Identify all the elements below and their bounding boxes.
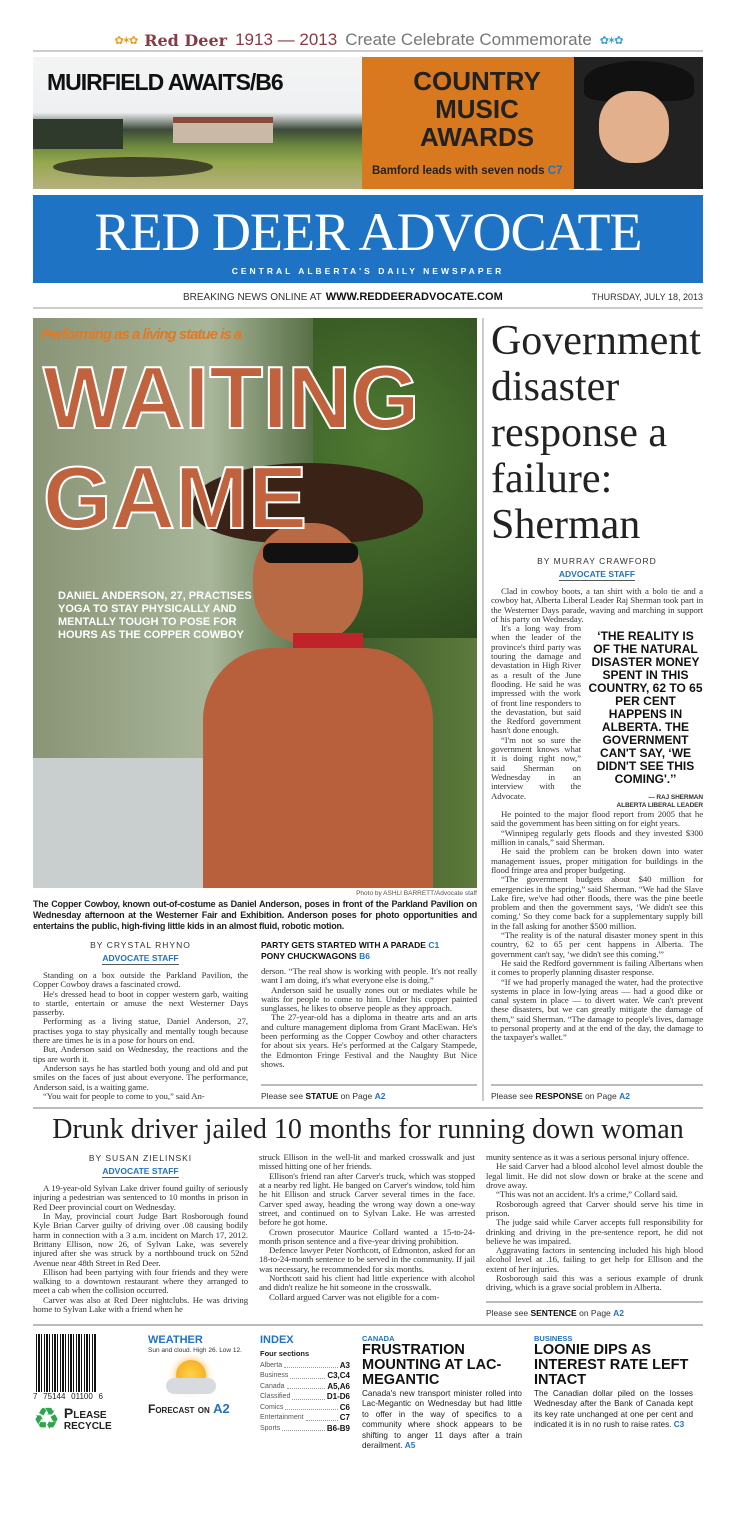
paragraph: He said the problem can be broken down into water management issues, proper mitigation for buildings in the flood fringe area and proper budgeting. (490, 846, 703, 875)
photo-credit: Photo by ASHLI BARRETT/Advocate staff (356, 890, 477, 897)
section-divider (33, 1324, 703, 1326)
paragraph: “I'm not so sure the government knows what it is doing right now,” said Sherman on Wednesday in an interview with the Advocate. (490, 734, 581, 801)
paragraph: struck Ellison in the well-lit and marked crosswalk and just missed hitting one of her friends. (259, 1152, 475, 1172)
paragraph: Ellison had been partying with four friends and they were walking to a downtown restaurant where they arranged to meet a cab when the collision occurred. (33, 1266, 248, 1296)
drunk-staff: ADVOCATE STAFF (102, 1166, 179, 1177)
stand-image (33, 119, 123, 149)
paragraph: He pointed to the major flood report from 2005 that he said the government has been sitting on for eight years. (490, 809, 703, 829)
index-box (260, 1334, 350, 1435)
face-image (599, 91, 669, 163)
drunk-byline: BY SUSAN ZIELINSKI (88, 1153, 193, 1164)
banner-city: Red Deer (144, 30, 228, 50)
index-title: INDEX (260, 1333, 294, 1346)
paragraph: Standing on a box outside the Parkland Pavilion, the Copper Cowboy draws a fascinated crowd. (33, 970, 248, 990)
paragraph: It's a long way from when the leader of the province's third party was touring the damage and devastation in High River as a result of the June flooding. He said he was impressed with the work of front line responders to the devastation, but said the Redford government hasn't done enough. (490, 623, 581, 736)
related-link[interactable]: PARTY GETS STARTED WITH A PARADE C1 (261, 940, 440, 950)
promo-headline: MUIRFIELD AWAITS/B6 (47, 69, 283, 95)
barcode-digits: 7 75144 01100 6 (33, 1391, 103, 1401)
teaser-text: Canada's new transport minister rolled into Lac-Megantic on Wednesday but had little to offer in the way of specifics to a community where shock appears to be shifting to anger 11 days after a train derailment. (362, 1388, 522, 1451)
index-item[interactable]: Comics C6 (260, 1402, 350, 1412)
see-sentence-link[interactable]: Please see SENTENCE on Page A2 (486, 1301, 703, 1318)
feature-photo (33, 318, 477, 888)
paragraph: Anderson says he has startled both young and old and put smiles on the faces of just about everyone. The performance, Anderson said, is a waiting game. (33, 1062, 248, 1092)
index-item[interactable]: Classified D1-D6 (260, 1392, 350, 1402)
paragraph: “This was not an accident. It's a crime,” Collard said. (496, 1189, 678, 1200)
dateline (33, 287, 703, 309)
weather-title: WEATHER (148, 1333, 203, 1346)
masthead-title: RED DEER ADVOCATE (94, 202, 642, 262)
banner-slogan: Create Celebrate Commemorate (345, 30, 592, 49)
promo-page: C7 (547, 165, 563, 177)
teaser-canada[interactable] (362, 1334, 522, 1452)
paragraph: Rosborough agreed that Carver should serve his time in prison. (486, 1198, 703, 1218)
teaser-page: A5 (404, 1441, 416, 1451)
promo-title-line: AWARDS (419, 122, 535, 152)
promo-title-line: COUNTRY (413, 66, 541, 96)
teaser-headline: FRUSTRATION MOUNTING AT LAC-MEGANTIC (362, 1341, 502, 1388)
feature-kicker: Performing as a living statue is a (41, 326, 242, 343)
index-item[interactable]: Alberta A3 (260, 1360, 350, 1370)
pull-quote: ‘THE REALITY IS OF THE NATURAL DISASTER MONEY SPENT IN THIS COUNTRY, 62 TO 65 PER CENT HAPPENS IN ALBERTA. THE GOVERNMENT CAN'T SAY, ‘WE DIDN'T SEE THIS COMING'.’’ (588, 629, 703, 787)
paragraph: In May, provincial court Judge Bart Rosborough found Kyle Brian Carver guilty of driving over .08 causing bodily harm in connection with a 3 a.m. incident on March 17, 2012. Brittany Ellison, now 26, of Sylvan Lake, was severely injured after she was struck by a northbound truck on 52nd Avenue near 48th Street in Red Deer. (33, 1211, 248, 1268)
index-item[interactable]: Sports B6-B9 (260, 1423, 350, 1433)
confetti-icon: ✿✶✿ (599, 33, 622, 47)
centennial-banner (33, 30, 703, 52)
masthead[interactable] (33, 195, 703, 283)
promo-country-music[interactable] (362, 57, 703, 189)
index-item[interactable]: Entertainment C7 (260, 1413, 350, 1423)
singer-photo (574, 57, 703, 189)
sherman-byline: BY MURRAY CRAWFORD (537, 556, 657, 566)
paragraph: The 27-year-old has a diploma in theatre arts and an arts and culture management diploma from Grant MacEwan. He's been performing as the Copper Cowboy and other characters for about six years. He's performed at the Calgary Stampede, the Edmonton Fringe Festival and the Naughty But Nice shows. (261, 1012, 477, 1069)
paragraph: Aggravating factors in sentencing included his high blood alcohol level at .16, failing to get help for Ellison and the extent of her injuries. (486, 1245, 703, 1274)
drunk-headline[interactable]: Drunk driver jailed 10 months for running down woman (52, 1114, 684, 1146)
clubhouse-image (173, 117, 273, 143)
promo-muirfield[interactable] (33, 57, 362, 189)
copper-body-image (203, 648, 433, 888)
paragraph: Carver was also at Red Deer nightclubs. He was driving home to Sylvan Lake with a friend when he (33, 1294, 248, 1315)
promo-title-line: MUSIC (435, 94, 519, 124)
see-statue-link[interactable]: Please see STATUE on Page A2 (261, 1084, 477, 1101)
barcode (36, 1334, 96, 1392)
column-divider (482, 318, 484, 1101)
paragraph: Clad in cowboy boots, a tan shirt with a bolo tie and a cowboy hat, Alberta Liberal Leader Raj Sherman took part in the Westerner Days parade, waving and marching in support of his party on Wednesday. (490, 586, 703, 624)
weather-summary: Sun and cloud. High 26. Low 12. (148, 1346, 242, 1354)
feature-headline-line: WAITING (43, 348, 420, 447)
paragraph: munity sentence as it was a serious personal injury offence. (486, 1152, 689, 1163)
teaser-page: C3 (673, 1420, 685, 1430)
paragraph: He said the Redford government is failing Albertans when it comes to properly planning disaster response. (490, 957, 703, 978)
paragraph: Crown prosecutor Maurice Collard wanted a 15-to-24-month prison sentence and a five-year driving prohibition. (259, 1226, 475, 1246)
teaser-headline: LOONIE DIPS AS INTEREST RATE LEFT INTACT (534, 1341, 689, 1388)
paragraph: “The government budgets about $40 million for emergencies in the spring,” said Sherman. “We had the Slave Lake fire, we've had other floods, there was the pine beetle problem and then the government says, ‘We didn't see this coming.' So they come back for a supplementary supply bill in the fall asking for another $500 million. (490, 874, 703, 931)
related-link[interactable]: PONY CHUCKWAGONS B6 (261, 951, 370, 961)
paragraph: “You wait for people to come to you,” said An- (43, 1090, 205, 1101)
quote-attribution: — RAJ SHERMAN (648, 794, 703, 802)
promo-subtext: Bamford leads with seven nods (372, 165, 545, 177)
photo-caption: The Copper Cowboy, known out-of-costume as Daniel Anderson, poses in front of the Parkland Pavilion on Wednesday afternoon at the Westerner Fair and Exhibition. Anderson poses for photo opportunities and entertains the public, high-fiving little kids in an almost fluid, robotic motion. (33, 899, 477, 931)
teaser-business[interactable] (534, 1334, 693, 1431)
paragraph: He's dressed head to boot in copper western garb, waiting to startle, entertain or amuse the next Westerner Days passerby. (33, 988, 248, 1018)
see-response-link[interactable]: Please see RESPONSE on Page A2 (491, 1084, 703, 1101)
sun-cloud-icon (148, 1355, 248, 1401)
paragraph: A 19-year-old Sylvan Lake driver found guilty of seriously injuring a pedestrian was sentenced to 10 months in prison in Red Deer provincial court on Wednesday. (33, 1183, 248, 1212)
paragraph: He said Carver had a blood alcohol level almost double the legal limit. He did not slow down or brake at the scene and drove away. (486, 1161, 703, 1191)
sherman-headline[interactable]: Government disaster response a failure: Sherman (490, 318, 701, 548)
feature-col1 (33, 971, 248, 1101)
please-recycle: Please RECYCLE (63, 1404, 112, 1432)
bunker-image (53, 157, 213, 177)
paragraph: Defence lawyer Peter Northcott, of Edmonton, asked for an 18-to-24-month sentence to be served in the community. If jail was necessary, he recommended for six months. (259, 1245, 475, 1274)
quote-title: ALBERTA LIBERAL LEADER (616, 802, 703, 810)
feature-staff: ADVOCATE STAFF (102, 953, 179, 963)
paragraph: derson. “The real show is working with people. It's not really want I am doing, it's what everyone else is doing.” (261, 966, 477, 986)
paragraph: Anderson said he usually zones out or mediates while he waits for people to come to him. Under his copper painted sunglasses, he likes to observe people as they approach. (261, 984, 477, 1014)
section-divider (33, 1107, 703, 1109)
feature-overlay-text: DANIEL ANDERSON, 27, PRACTISES YOGA TO STAY PHYSICALLY AND MENTALLY TOUGH TO POSE FOR HOURS AS THE COPPER COWBOY (58, 590, 252, 641)
paragraph: Performing as a living statue, Daniel Anderson, 27, practises yoga to stay physically and mentally tough because there are times he is in a pose for hours on end. (33, 1016, 248, 1046)
breaking-news-label: BREAKING NEWS ONLINE AT (183, 291, 322, 303)
teaser-section: BUSINESS (534, 1333, 573, 1343)
website-link[interactable]: WWW.REDDEERADVOCATE.COM (325, 291, 503, 303)
teaser-text: The Canadian dollar piled on the losses Wednesday after the Bank of Canada kept its key rate unchanged at one per cent and indicated it is in no rush to raise rates. (534, 1388, 693, 1430)
paragraph: “If we had properly managed the water, had the protective systems in place in low-lying areas — had a good dike or canal system in place — to divert water. We can't prevent these disasters, but we can greatly mitigate the damage of them,” said Sherman. “The damage to people's lives, damage to personal property and at the end of the day, the damage to the taxpayer's wallet.” (490, 976, 703, 1043)
forecast-page[interactable]: A2 (213, 1400, 230, 1416)
index-item[interactable]: Business C3,C4 (260, 1371, 350, 1381)
sherman-staff: ADVOCATE STAFF (558, 569, 636, 579)
recycle-icon: ♻ (33, 1401, 60, 1437)
forecast-label: Forecast on (148, 1401, 210, 1416)
weather-box[interactable] (148, 1334, 248, 1417)
masthead-tagline: CENTRAL ALBERTA'S DAILY NEWSPAPER (231, 266, 505, 276)
banner-years: 1913 — 2013 (235, 30, 338, 49)
issue-date: THURSDAY, JULY 18, 2013 (591, 292, 703, 302)
paragraph: Rosborough said this was a serious example of drunk driving, which is a grave social problem in Alberta. (486, 1273, 703, 1293)
paragraph: But, Anderson said on Wednesday, the reactions and the tips are worth it. (33, 1044, 248, 1064)
paragraph: Collard argued Carver was not eligible for a com- (269, 1291, 440, 1302)
footer (33, 1334, 703, 1452)
paragraph: “Winnipeg regularly gets floods and they invested $300 million in canals,” said Sherman. (490, 827, 703, 848)
paragraph: The judge said while Carver accepts full responsibility for drinking and driving in the pre-sentence report, he did not believe he was impaired. (486, 1217, 703, 1246)
paragraph: “The reality is of the natural disaster money spent in this country, 62 to 65 per cent happens in Alberta. The government can't say, ‘we didn't see this coming.'” (490, 930, 703, 959)
index-item[interactable]: Canada A5,A6 (260, 1381, 350, 1391)
paragraph: Ellison's friend ran after Carver's truck, which was stopped at a nearby red light. He banged on Carver's window, told him he hit Ellison and struck Carver several times in the face. Carver sped away, heading the wrong way down a one-way street, and continued on to Sylvan Lake. He was arrested before he got home. (259, 1170, 475, 1228)
feature-byline: BY CRYSTAL RHYNO (90, 940, 191, 950)
paragraph: Northcott said his client had little experience with alcohol and didn't realize he hit someone in the crosswalk. (259, 1273, 475, 1293)
index-subtitle: Four sections (260, 1348, 310, 1358)
feature-headline-line: GAME (43, 448, 307, 547)
feature-col2 (261, 967, 477, 1069)
teaser-section: CANADA (362, 1333, 395, 1343)
confetti-icon: ✿✶✿ (114, 33, 137, 47)
